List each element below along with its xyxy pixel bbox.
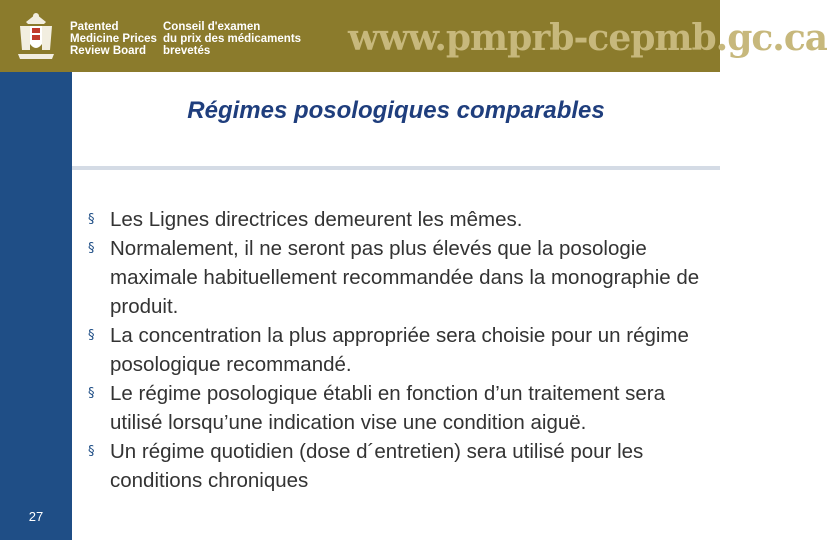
bullet-text: Le régime posologique établi en fonction d’un traitement sera utilisé lorsqu’une indication vise une condition aiguë.: [110, 382, 665, 434]
bullet-text: La concentration la plus appropriée sera choisie pour un régime posologique recommandé.: [110, 324, 689, 376]
square-bullet-icon: §: [88, 212, 95, 227]
page-number: 27: [28, 509, 44, 524]
bullet-item: [88, 205, 720, 234]
bullet-item: [88, 437, 720, 495]
bullet-item: [88, 379, 720, 437]
org-name-french: Conseil d'examen du prix des médicaments brevetés: [163, 21, 302, 57]
org-name-english: Patented Medicine Prices Review Board: [70, 21, 157, 57]
bullet-text: Les Lignes directrices demeurent les mêmes.: [110, 208, 523, 231]
coat-of-arms-icon: [14, 10, 58, 62]
bullet-item: [88, 234, 720, 321]
bullet-text: Normalement, il ne seront pas plus élevés que la posologie maximale habituellement recommandée dans la monographie de produit.: [110, 237, 700, 318]
bullet-item: [88, 321, 720, 379]
header-bar: [0, 0, 827, 72]
square-bullet-icon: §: [88, 241, 95, 256]
title-area: [72, 72, 720, 166]
square-bullet-icon: §: [88, 328, 95, 343]
slide-body: [88, 170, 720, 540]
website-url: www.pmprb-cepmb.gc.ca: [348, 17, 827, 59]
bullet-text: Un régime quotidien (dose d´entretien) sera utilisé pour les conditions chroniques: [110, 440, 644, 492]
square-bullet-icon: §: [88, 444, 95, 459]
slide-title: Régimes posologiques comparables: [187, 97, 605, 124]
square-bullet-icon: §: [88, 386, 95, 401]
left-sidebar: [0, 72, 72, 540]
bullet-list: [88, 205, 720, 495]
